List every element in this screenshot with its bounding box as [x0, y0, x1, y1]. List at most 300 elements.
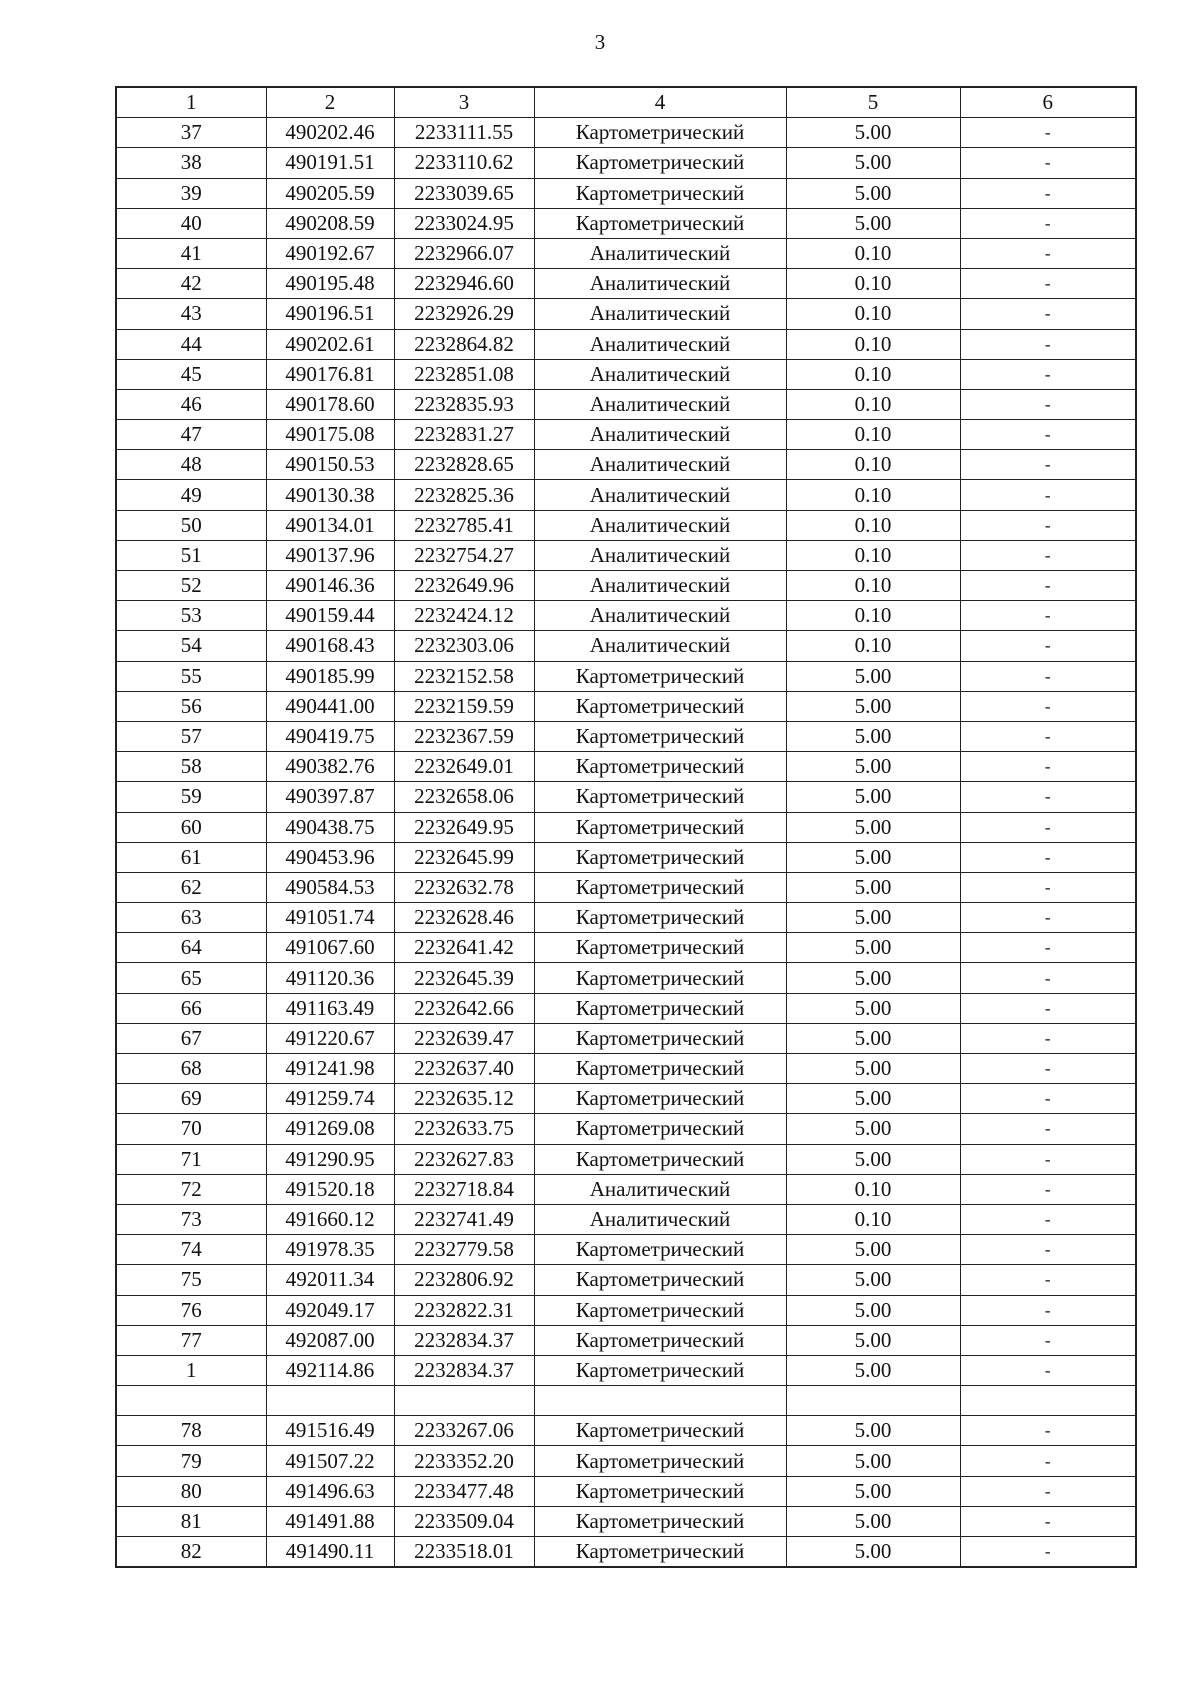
point-number-cell: 41: [116, 238, 266, 268]
x-coordinate-cell: 490168.43: [266, 631, 394, 661]
note-cell: -: [960, 178, 1136, 208]
table-header: [116, 87, 1136, 118]
point-number-cell: [116, 1386, 266, 1416]
accuracy-cell: 5.00: [786, 1114, 960, 1144]
point-number-cell: 70: [116, 1114, 266, 1144]
note-cell: -: [960, 1506, 1136, 1536]
method-cell: Картометрический: [534, 812, 786, 842]
table-row: [116, 1023, 1136, 1053]
point-number-cell: 64: [116, 933, 266, 963]
x-coordinate-cell: [266, 1386, 394, 1416]
method-cell: Аналитический: [534, 510, 786, 540]
table-row: [116, 480, 1136, 510]
accuracy-cell: 5.00: [786, 1235, 960, 1265]
y-coordinate-cell: 2232152.58: [394, 661, 534, 691]
note-cell: -: [960, 118, 1136, 148]
table-row: [116, 933, 1136, 963]
note-cell: -: [960, 1204, 1136, 1234]
method-cell: Аналитический: [534, 450, 786, 480]
accuracy-cell: 5.00: [786, 721, 960, 751]
table-row: [116, 1506, 1136, 1536]
y-coordinate-cell: 2232645.39: [394, 963, 534, 993]
accuracy-cell: 0.10: [786, 299, 960, 329]
point-number-cell: 74: [116, 1235, 266, 1265]
accuracy-cell: [786, 1386, 960, 1416]
accuracy-cell: 0.10: [786, 450, 960, 480]
accuracy-cell: 5.00: [786, 1325, 960, 1355]
accuracy-cell: 5.00: [786, 993, 960, 1023]
x-coordinate-cell: 491290.95: [266, 1144, 394, 1174]
x-coordinate-cell: 490441.00: [266, 691, 394, 721]
table-row: [116, 661, 1136, 691]
y-coordinate-cell: [394, 1386, 534, 1416]
table-row: [116, 329, 1136, 359]
note-cell: -: [960, 1235, 1136, 1265]
note-cell: -: [960, 601, 1136, 631]
method-cell: Картометрический: [534, 1476, 786, 1506]
y-coordinate-cell: 2232632.78: [394, 872, 534, 902]
accuracy-cell: 5.00: [786, 148, 960, 178]
table-row: [116, 148, 1136, 178]
y-coordinate-cell: 2232639.47: [394, 1023, 534, 1053]
note-cell: -: [960, 208, 1136, 238]
point-number-cell: 68: [116, 1054, 266, 1084]
table-row: [116, 1537, 1136, 1568]
note-cell: -: [960, 1023, 1136, 1053]
y-coordinate-cell: 2233509.04: [394, 1506, 534, 1536]
accuracy-cell: 5.00: [786, 208, 960, 238]
note-cell: -: [960, 933, 1136, 963]
method-cell: Картометрический: [534, 842, 786, 872]
method-cell: Аналитический: [534, 329, 786, 359]
x-coordinate-cell: 491163.49: [266, 993, 394, 1023]
y-coordinate-cell: 2232649.96: [394, 571, 534, 601]
y-coordinate-cell: 2232825.36: [394, 480, 534, 510]
page-number: 3: [594, 30, 606, 54]
x-coordinate-cell: 490130.38: [266, 480, 394, 510]
note-cell: -: [960, 1084, 1136, 1114]
x-coordinate-cell: 490150.53: [266, 450, 394, 480]
accuracy-cell: 5.00: [786, 1054, 960, 1084]
x-coordinate-cell: 490202.46: [266, 118, 394, 148]
x-coordinate-cell: 490175.08: [266, 420, 394, 450]
accuracy-cell: 5.00: [786, 1295, 960, 1325]
point-number-cell: 52: [116, 571, 266, 601]
table-row: [116, 1174, 1136, 1204]
table-row: [116, 1235, 1136, 1265]
x-coordinate-cell: 492049.17: [266, 1295, 394, 1325]
note-cell: -: [960, 1054, 1136, 1084]
accuracy-cell: 0.10: [786, 601, 960, 631]
point-number-cell: 77: [116, 1325, 266, 1355]
method-cell: Картометрический: [534, 148, 786, 178]
method-cell: Картометрический: [534, 782, 786, 812]
x-coordinate-cell: 491120.36: [266, 963, 394, 993]
note-cell: -: [960, 872, 1136, 902]
note-cell: -: [960, 1295, 1136, 1325]
accuracy-cell: 5.00: [786, 1537, 960, 1568]
x-coordinate-cell: 490137.96: [266, 540, 394, 570]
point-number-cell: 43: [116, 299, 266, 329]
x-coordinate-cell: 490134.01: [266, 510, 394, 540]
x-coordinate-cell: 492114.86: [266, 1355, 394, 1385]
method-cell: Картометрический: [534, 872, 786, 902]
table-row: [116, 1114, 1136, 1144]
point-number-cell: 79: [116, 1446, 266, 1476]
method-cell: Картометрический: [534, 208, 786, 238]
accuracy-cell: 0.10: [786, 631, 960, 661]
y-coordinate-cell: 2232159.59: [394, 691, 534, 721]
table-row: [116, 993, 1136, 1023]
accuracy-cell: 5.00: [786, 842, 960, 872]
x-coordinate-cell: 490382.76: [266, 752, 394, 782]
table-row: [116, 1265, 1136, 1295]
x-coordinate-cell: 490453.96: [266, 842, 394, 872]
method-cell: Картометрический: [534, 1506, 786, 1536]
point-number-cell: 65: [116, 963, 266, 993]
accuracy-cell: 5.00: [786, 1416, 960, 1446]
accuracy-cell: 0.10: [786, 571, 960, 601]
point-number-cell: 44: [116, 329, 266, 359]
table-body: [116, 118, 1136, 1568]
y-coordinate-cell: 2232649.95: [394, 812, 534, 842]
y-coordinate-cell: 2232835.93: [394, 389, 534, 419]
note-cell: -: [960, 269, 1136, 299]
note-cell: -: [960, 450, 1136, 480]
accuracy-cell: 5.00: [786, 1476, 960, 1506]
y-coordinate-cell: 2232645.99: [394, 842, 534, 872]
x-coordinate-cell: 490208.59: [266, 208, 394, 238]
y-coordinate-cell: 2233352.20: [394, 1446, 534, 1476]
point-number-cell: 1: [116, 1355, 266, 1385]
header-row: [116, 87, 1136, 118]
x-coordinate-cell: 490419.75: [266, 721, 394, 751]
point-number-cell: 78: [116, 1416, 266, 1446]
y-coordinate-cell: 2232424.12: [394, 601, 534, 631]
x-coordinate-cell: 490185.99: [266, 661, 394, 691]
table-row: [116, 903, 1136, 933]
point-number-cell: 61: [116, 842, 266, 872]
y-coordinate-cell: 2233477.48: [394, 1476, 534, 1506]
method-cell: Аналитический: [534, 571, 786, 601]
point-number-cell: 58: [116, 752, 266, 782]
point-number-cell: 56: [116, 691, 266, 721]
table-row: [116, 631, 1136, 661]
method-cell: Аналитический: [534, 299, 786, 329]
x-coordinate-cell: 491220.67: [266, 1023, 394, 1053]
point-number-cell: 55: [116, 661, 266, 691]
note-cell: -: [960, 1325, 1136, 1355]
accuracy-cell: 5.00: [786, 1023, 960, 1053]
method-cell: Картометрический: [534, 118, 786, 148]
method-cell: Аналитический: [534, 1204, 786, 1234]
note-cell: -: [960, 1446, 1136, 1476]
method-cell: Картометрический: [534, 1537, 786, 1568]
method-cell: Картометрический: [534, 1054, 786, 1084]
y-coordinate-cell: 2232637.40: [394, 1054, 534, 1084]
table-row: [116, 450, 1136, 480]
accuracy-cell: 0.10: [786, 1174, 960, 1204]
y-coordinate-cell: 2232834.37: [394, 1355, 534, 1385]
table-row: [116, 299, 1136, 329]
y-coordinate-cell: 2232806.92: [394, 1265, 534, 1295]
method-cell: Картометрический: [534, 752, 786, 782]
method-cell: Аналитический: [534, 631, 786, 661]
table-row: [116, 1476, 1136, 1506]
x-coordinate-cell: 490397.87: [266, 782, 394, 812]
header-cell: 6: [960, 87, 1136, 118]
point-number-cell: 82: [116, 1537, 266, 1568]
y-coordinate-cell: 2232834.37: [394, 1325, 534, 1355]
y-coordinate-cell: 2232946.60: [394, 269, 534, 299]
y-coordinate-cell: 2232851.08: [394, 359, 534, 389]
point-number-cell: 45: [116, 359, 266, 389]
table-row: [116, 691, 1136, 721]
table-row: [116, 1416, 1136, 1446]
table-row: [116, 540, 1136, 570]
method-cell: Картометрический: [534, 1235, 786, 1265]
table-row: [116, 238, 1136, 268]
method-cell: Картометрический: [534, 721, 786, 751]
accuracy-cell: 5.00: [786, 691, 960, 721]
y-coordinate-cell: 2232642.66: [394, 993, 534, 1023]
table-row: [116, 1325, 1136, 1355]
x-coordinate-cell: 490205.59: [266, 178, 394, 208]
method-cell: Картометрический: [534, 903, 786, 933]
point-number-cell: 38: [116, 148, 266, 178]
x-coordinate-cell: 490438.75: [266, 812, 394, 842]
table-row: [116, 510, 1136, 540]
y-coordinate-cell: 2232828.65: [394, 450, 534, 480]
note-cell: -: [960, 571, 1136, 601]
x-coordinate-cell: 490192.67: [266, 238, 394, 268]
note-cell: -: [960, 993, 1136, 1023]
point-number-cell: 53: [116, 601, 266, 631]
y-coordinate-cell: 2232785.41: [394, 510, 534, 540]
point-number-cell: 69: [116, 1084, 266, 1114]
note-cell: -: [960, 631, 1136, 661]
method-cell: Картометрический: [534, 933, 786, 963]
point-number-cell: 63: [116, 903, 266, 933]
x-coordinate-cell: 491259.74: [266, 1084, 394, 1114]
x-coordinate-cell: 490584.53: [266, 872, 394, 902]
method-cell: Картометрический: [534, 178, 786, 208]
y-coordinate-cell: 2232303.06: [394, 631, 534, 661]
table-row: [116, 269, 1136, 299]
y-coordinate-cell: 2232633.75: [394, 1114, 534, 1144]
method-cell: Аналитический: [534, 601, 786, 631]
accuracy-cell: 0.10: [786, 238, 960, 268]
header-cell: 3: [394, 87, 534, 118]
note-cell: -: [960, 661, 1136, 691]
method-cell: Картометрический: [534, 1144, 786, 1174]
table-row: [116, 1054, 1136, 1084]
method-cell: Аналитический: [534, 238, 786, 268]
point-number-cell: 76: [116, 1295, 266, 1325]
point-number-cell: 71: [116, 1144, 266, 1174]
note-cell: -: [960, 1355, 1136, 1385]
table-row: [116, 782, 1136, 812]
point-number-cell: 67: [116, 1023, 266, 1053]
x-coordinate-cell: 491051.74: [266, 903, 394, 933]
method-cell: Аналитический: [534, 1174, 786, 1204]
table-row: [116, 752, 1136, 782]
y-coordinate-cell: 2232649.01: [394, 752, 534, 782]
y-coordinate-cell: 2232966.07: [394, 238, 534, 268]
y-coordinate-cell: 2232741.49: [394, 1204, 534, 1234]
point-number-cell: 37: [116, 118, 266, 148]
x-coordinate-cell: 491516.49: [266, 1416, 394, 1446]
table-row: [116, 872, 1136, 902]
point-number-cell: 72: [116, 1174, 266, 1204]
point-number-cell: 49: [116, 480, 266, 510]
coordinates-table: [115, 86, 1137, 1568]
method-cell: Картометрический: [534, 1446, 786, 1476]
x-coordinate-cell: 490178.60: [266, 389, 394, 419]
table-row: [116, 1084, 1136, 1114]
method-cell: Картометрический: [534, 1265, 786, 1295]
accuracy-cell: 0.10: [786, 1204, 960, 1234]
y-coordinate-cell: 2233518.01: [394, 1537, 534, 1568]
method-cell: [534, 1386, 786, 1416]
method-cell: Картометрический: [534, 1023, 786, 1053]
table-row: [116, 359, 1136, 389]
x-coordinate-cell: 490196.51: [266, 299, 394, 329]
header-cell: 5: [786, 87, 960, 118]
method-cell: Аналитический: [534, 269, 786, 299]
note-cell: -: [960, 540, 1136, 570]
x-coordinate-cell: 490191.51: [266, 148, 394, 178]
note-cell: -: [960, 1144, 1136, 1174]
y-coordinate-cell: 2232926.29: [394, 299, 534, 329]
point-number-cell: 48: [116, 450, 266, 480]
accuracy-cell: 5.00: [786, 1446, 960, 1476]
table-row: [116, 389, 1136, 419]
point-number-cell: 47: [116, 420, 266, 450]
table-row: [116, 842, 1136, 872]
accuracy-cell: 0.10: [786, 480, 960, 510]
method-cell: Картометрический: [534, 1416, 786, 1446]
note-cell: -: [960, 782, 1136, 812]
note-cell: -: [960, 329, 1136, 359]
x-coordinate-cell: 491660.12: [266, 1204, 394, 1234]
note-cell: -: [960, 389, 1136, 419]
y-coordinate-cell: 2232635.12: [394, 1084, 534, 1114]
x-coordinate-cell: 490159.44: [266, 601, 394, 631]
note-cell: -: [960, 359, 1136, 389]
note-cell: -: [960, 1476, 1136, 1506]
table-row: [116, 571, 1136, 601]
y-coordinate-cell: 2232754.27: [394, 540, 534, 570]
y-coordinate-cell: 2232864.82: [394, 329, 534, 359]
header-cell: 2: [266, 87, 394, 118]
point-number-cell: 40: [116, 208, 266, 238]
point-number-cell: 50: [116, 510, 266, 540]
accuracy-cell: 5.00: [786, 782, 960, 812]
x-coordinate-cell: 491490.11: [266, 1537, 394, 1568]
point-number-cell: 81: [116, 1506, 266, 1536]
point-number-cell: 75: [116, 1265, 266, 1295]
accuracy-cell: 0.10: [786, 389, 960, 419]
note-cell: -: [960, 1114, 1136, 1144]
note-cell: -: [960, 299, 1136, 329]
note-cell: -: [960, 480, 1136, 510]
note-cell: -: [960, 812, 1136, 842]
accuracy-cell: 5.00: [786, 118, 960, 148]
method-cell: Картометрический: [534, 1295, 786, 1325]
y-coordinate-cell: 2233267.06: [394, 1416, 534, 1446]
accuracy-cell: 5.00: [786, 963, 960, 993]
accuracy-cell: 0.10: [786, 269, 960, 299]
point-number-cell: 57: [116, 721, 266, 751]
y-coordinate-cell: 2232367.59: [394, 721, 534, 751]
point-number-cell: 39: [116, 178, 266, 208]
method-cell: Аналитический: [534, 420, 786, 450]
note-cell: -: [960, 903, 1136, 933]
note-cell: -: [960, 1265, 1136, 1295]
y-coordinate-cell: 2232641.42: [394, 933, 534, 963]
y-coordinate-cell: 2232658.06: [394, 782, 534, 812]
method-cell: Аналитический: [534, 480, 786, 510]
x-coordinate-cell: 491978.35: [266, 1235, 394, 1265]
accuracy-cell: 5.00: [786, 1506, 960, 1536]
point-number-cell: 59: [116, 782, 266, 812]
accuracy-cell: 5.00: [786, 1265, 960, 1295]
y-coordinate-cell: 2233039.65: [394, 178, 534, 208]
y-coordinate-cell: 2232822.31: [394, 1295, 534, 1325]
accuracy-cell: 5.00: [786, 1355, 960, 1385]
accuracy-cell: 0.10: [786, 329, 960, 359]
point-number-cell: 73: [116, 1204, 266, 1234]
point-number-cell: 46: [116, 389, 266, 419]
x-coordinate-cell: 490202.61: [266, 329, 394, 359]
point-number-cell: 51: [116, 540, 266, 570]
point-number-cell: 80: [116, 1476, 266, 1506]
y-coordinate-cell: 2233111.55: [394, 118, 534, 148]
method-cell: Картометрический: [534, 1084, 786, 1114]
method-cell: Аналитический: [534, 540, 786, 570]
accuracy-cell: 5.00: [786, 1084, 960, 1114]
table-row: [116, 118, 1136, 148]
note-cell: -: [960, 963, 1136, 993]
table-row: [116, 1446, 1136, 1476]
y-coordinate-cell: 2232628.46: [394, 903, 534, 933]
note-cell: -: [960, 721, 1136, 751]
table-row: [116, 812, 1136, 842]
x-coordinate-cell: 490146.36: [266, 571, 394, 601]
method-cell: Картометрический: [534, 691, 786, 721]
table-row: [116, 1295, 1136, 1325]
method-cell: Картометрический: [534, 993, 786, 1023]
table-row: [116, 1144, 1136, 1174]
method-cell: Картометрический: [534, 963, 786, 993]
header-cell: 4: [534, 87, 786, 118]
note-cell: [960, 1386, 1136, 1416]
y-coordinate-cell: 2232718.84: [394, 1174, 534, 1204]
note-cell: -: [960, 238, 1136, 268]
accuracy-cell: 0.10: [786, 540, 960, 570]
x-coordinate-cell: 492011.34: [266, 1265, 394, 1295]
accuracy-cell: 0.10: [786, 420, 960, 450]
point-number-cell: 66: [116, 993, 266, 1023]
table-row: [116, 1355, 1136, 1385]
accuracy-cell: 5.00: [786, 661, 960, 691]
x-coordinate-cell: 491520.18: [266, 1174, 394, 1204]
method-cell: Картометрический: [534, 1114, 786, 1144]
x-coordinate-cell: 492087.00: [266, 1325, 394, 1355]
y-coordinate-cell: 2233024.95: [394, 208, 534, 238]
accuracy-cell: 5.00: [786, 812, 960, 842]
